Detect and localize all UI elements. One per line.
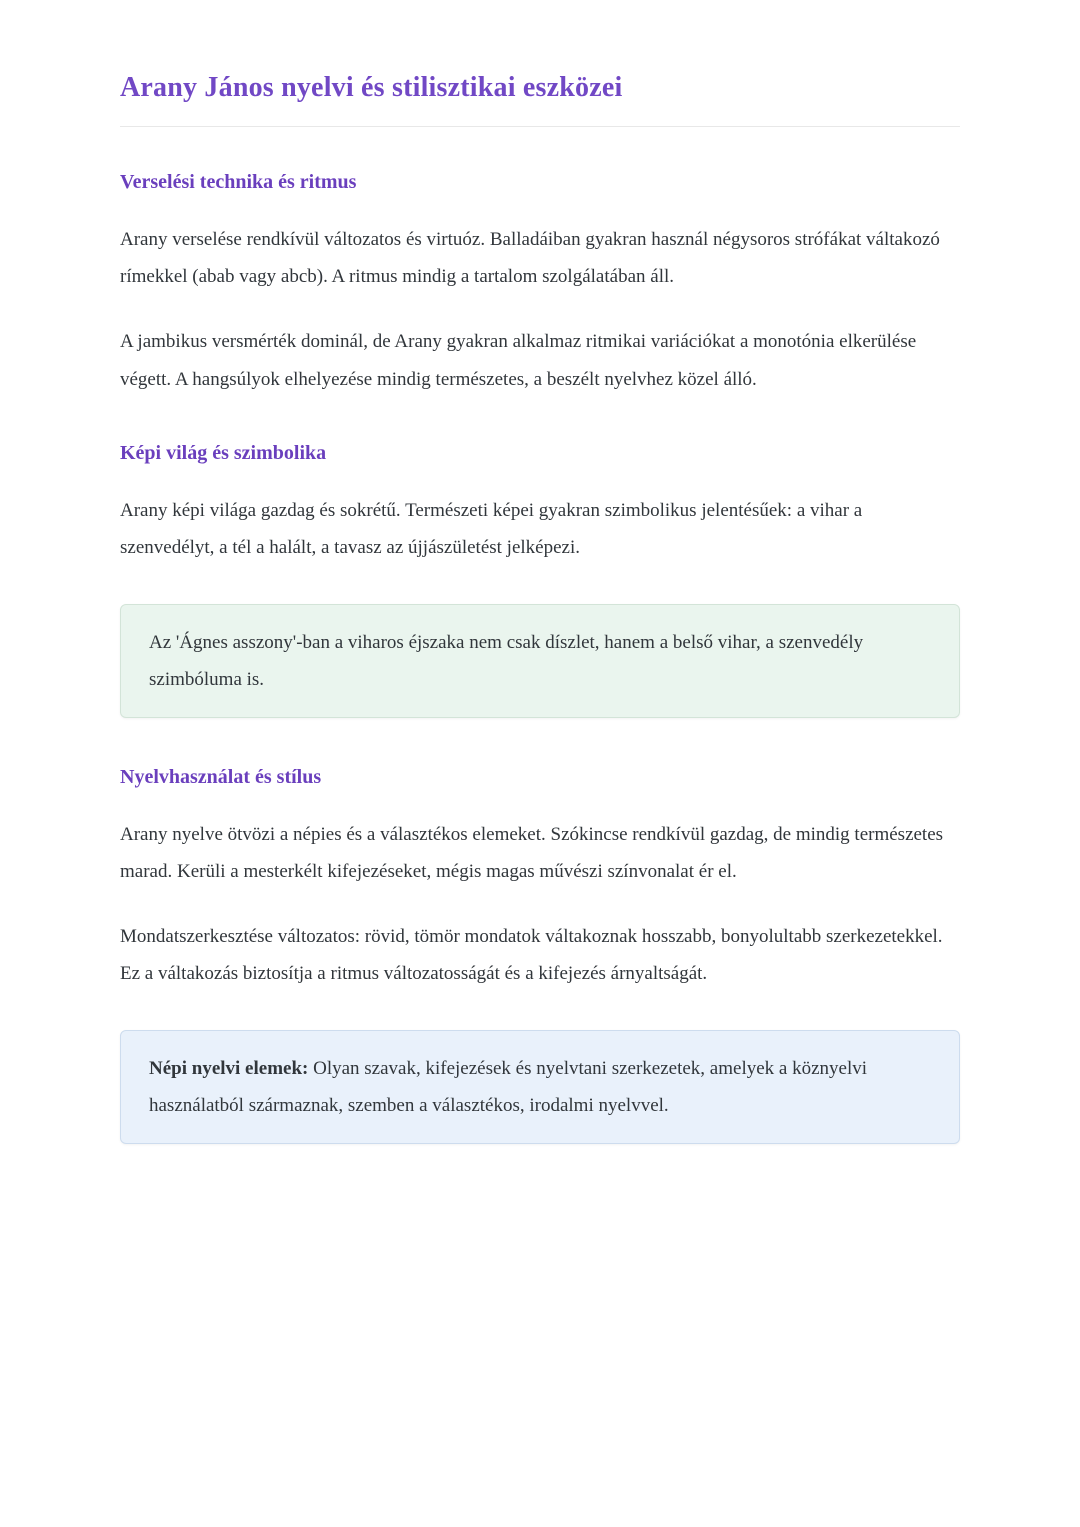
note-callout-green xyxy=(120,604,960,718)
page-title: Arany János nyelvi és stilisztikai eszközei xyxy=(120,72,623,103)
paragraph: Arany verselése rendkívül változatos és virtuóz. Balladáiban gyakran használ négysoros strófákat váltakozó rímekkel (abab vagy abcb). A ritmus mindig a tartalom szolgálatában áll. xyxy=(120,229,940,288)
paragraph: Arany nyelve ötvözi a népies és a választékos elemeket. Szókincse rendkívül gazdag, de mindig természetes marad. Kerüli a mesterkélt kifejezéseket, mégis magas művészi színvonalat ér el. xyxy=(120,823,944,882)
paragraph: A jambikus versmérték dominál, de Arany gyakran alkalmaz ritmikai variációkat a monotónia elkerülése végett. A hangsúlyok elhelyezése mindig természetes, a beszélt nyelvhez közel álló. xyxy=(120,331,917,390)
section-heading: Nyelvhasználat és stílus xyxy=(120,765,322,788)
paragraph: Arany képi világa gazdag és sokrétű. Természeti képei gyakran szimbolikus jelentésűek: a vihar a szenvedélyt, a tél a halált, a tavasz az újjászületést jelképezi. xyxy=(120,499,863,558)
section-heading: Verselési technika és ritmus xyxy=(120,171,357,194)
definition-text: Olyan szavak, kifejezések és nyelvtani szerkezetek, amelyek a köznyelvi használatból származnak, szemben a választékos, irodalmi nyelvvel. xyxy=(149,1057,868,1116)
callout-text xyxy=(149,1050,931,1124)
title-divider xyxy=(120,126,960,127)
paragraph: Mondatszerkesztése változatos: rövid, tömör mondatok váltakoznak hosszabb, bonyolultabb szerkezetekkel. Ez a váltakozás biztosítja a ritmus változatosságát és a kifejezés árnyaltságát. xyxy=(120,925,943,984)
callout-text: Az 'Ágnes asszony'-ban a viharos éjszaka nem csak díszlet, hanem a belső vihar, a szenvedély szimbóluma is. xyxy=(149,631,864,690)
section-heading: Képi világ és szimbolika xyxy=(120,441,327,464)
definition-callout-blue xyxy=(120,1030,960,1144)
definition-term: Népi nyelvi elemek: xyxy=(149,1057,309,1079)
section-nyelvhasznalat xyxy=(120,764,960,1144)
section-kepi-vilag xyxy=(120,440,960,718)
section-verselesi-technika xyxy=(120,169,960,397)
